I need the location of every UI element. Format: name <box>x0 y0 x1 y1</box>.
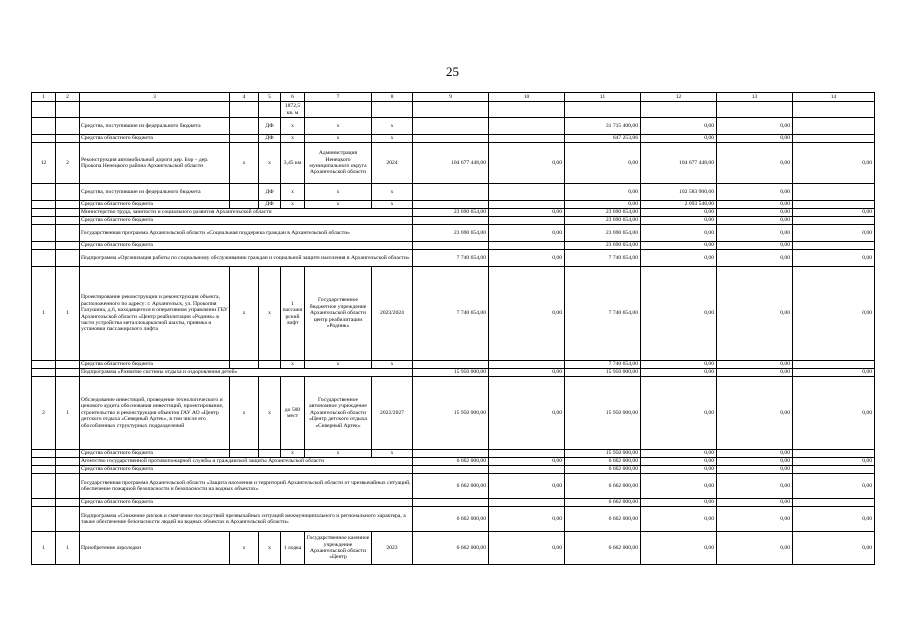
table-cell: 0,00 <box>641 532 717 565</box>
table-cell <box>32 474 56 499</box>
table-cell: Средства, поступившие из федерального бюджета <box>80 184 230 201</box>
table-cell: Государственное казенное учреждение Архангельской области «Центр <box>305 532 372 565</box>
table-cell: 0,00 <box>641 209 717 217</box>
table-cell <box>413 118 489 135</box>
table-cell: Реконструкция автомобильной дороги дер. Бор – дер. Прокопа Ненецкого района Архангельской области <box>80 143 230 184</box>
table-cell: 0,00 <box>641 499 717 507</box>
section-title-cell: Государственная программа Архангельской области «Социальная поддержка граждан в Архангельской области» <box>80 225 413 242</box>
table-cell <box>489 184 565 201</box>
section-title-cell: Средства областного бюджета <box>80 217 413 225</box>
table-cell: 6 662 000,00 <box>565 474 641 499</box>
table-cell: x <box>230 267 259 361</box>
table-cell: 0,00 <box>717 184 793 201</box>
table-cell <box>56 369 80 377</box>
table-cell: 1 лодка <box>281 532 305 565</box>
table-cell <box>230 135 259 143</box>
table-cell: 0,00 <box>641 225 717 242</box>
table-cell: 1 <box>32 267 56 361</box>
table-cell: 0,00 <box>489 267 565 361</box>
table-cell: 7 740 654,00 <box>565 361 641 369</box>
table-cell: до 500 мест <box>281 377 305 450</box>
table-cell <box>413 135 489 143</box>
table-cell: 1 пассажирский лифт <box>281 267 305 361</box>
table-cell <box>32 201 56 209</box>
table-cell: Обследование инвестиций, проведение технологического и ценового аудита обоснования инвестиций, проектирование, строительство и реконструкция объектов ГАУ АО «Центр детского отдыха «Северный Артек», в том числе его обособленных структурных подразделений <box>80 377 230 450</box>
table-cell: 2 <box>32 377 56 450</box>
table-cell: 6 662 000,00 <box>565 507 641 532</box>
table-cell: 102 583 900,00 <box>641 184 717 201</box>
table-cell: 0,00 <box>565 201 641 209</box>
section-title-cell: Подпрограмма «Снижение рисков и смягчение последствий чрезвычайных ситуаций межмуниципального и регионального характера, а также обеспечение безопасности людей на водных объектах в Архангельской области» <box>80 507 413 532</box>
table-cell: Приобретение аэролодки <box>80 532 230 565</box>
table-cell <box>489 361 565 369</box>
table-cell: 0,00 <box>641 369 717 377</box>
table-cell: 0,00 <box>793 225 875 242</box>
table-cell: 0,00 <box>489 377 565 450</box>
table-cell: 15 950 000,00 <box>565 369 641 377</box>
table-cell: 0,00 <box>793 532 875 565</box>
table-cell: 15 950 000,00 <box>565 450 641 458</box>
table-cell: x <box>281 184 305 201</box>
table-cell: 0,00 <box>641 507 717 532</box>
table-cell: 0,00 <box>641 242 717 250</box>
table-cell: 1872,5 кв. м <box>281 102 305 118</box>
table-cell: 23 690 654,00 <box>565 209 641 217</box>
table-cell: 0,00 <box>793 143 875 184</box>
table-cell <box>56 209 80 217</box>
table-cell: 0,00 <box>793 507 875 532</box>
table-cell: 0,00 <box>641 450 717 458</box>
table-cell: 6 662 000,00 <box>565 458 641 466</box>
table-cell: 23 690 654,00 <box>565 225 641 242</box>
table-cell: x <box>230 143 259 184</box>
table-cell: x <box>230 377 259 450</box>
table-cell: 2 093 548,00 <box>641 201 717 209</box>
column-number-9: 9 <box>413 93 489 102</box>
table-cell: 0,00 <box>717 267 793 361</box>
table-cell <box>793 201 875 209</box>
table-cell: 23 690 654,00 <box>413 209 489 217</box>
table-cell: 647 253,06 <box>565 135 641 143</box>
table-cell: x <box>305 450 372 458</box>
table-row <box>32 377 875 450</box>
table-cell: 0,00 <box>489 458 565 466</box>
header-row <box>32 93 875 102</box>
table-cell: 0,00 <box>641 474 717 499</box>
table-cell <box>230 184 259 201</box>
column-number-11: 11 <box>565 93 641 102</box>
table-cell: 0,00 <box>641 250 717 267</box>
column-number-4: 4 <box>230 93 259 102</box>
table-cell: 6 662 000,00 <box>413 458 489 466</box>
table-cell <box>56 507 80 532</box>
table-cell: 0,00 <box>793 250 875 267</box>
table-cell: x <box>305 118 372 135</box>
table-cell <box>32 225 56 242</box>
table-cell: 0,00 <box>717 250 793 267</box>
table-cell <box>413 242 489 250</box>
table-cell <box>717 102 793 118</box>
table-cell <box>230 118 259 135</box>
table-cell <box>259 102 281 118</box>
table-cell <box>56 201 80 209</box>
table-cell <box>230 102 259 118</box>
table-cell <box>230 450 259 458</box>
table-cell <box>489 217 565 225</box>
table-cell <box>56 458 80 466</box>
table-cell: 0,00 <box>565 184 641 201</box>
table-cell: x <box>259 377 281 450</box>
table-cell <box>32 361 56 369</box>
table-row <box>32 474 875 499</box>
table-cell: 0,00 <box>717 209 793 217</box>
table-cell <box>32 369 56 377</box>
table-row <box>32 143 875 184</box>
table-cell: Государственное автономное учреждение Архангельской области «Центр детского отдыха «Северный Артек» <box>305 377 372 450</box>
table-cell <box>32 466 56 474</box>
table-cell <box>230 361 259 369</box>
table-cell: 6 662 000,00 <box>413 474 489 499</box>
table-cell: Проектирование реконструкции и реконструкция объекта, расположенного по адресу: г. Архангельск, ул. Прокопия Галушина, д.6, находящегося в оперативном управлении ГБУ Архангельской области «Центр реабилитации «Родник» в части устройства металлокаркасной шахты, приямка и установки пассажирского лифта <box>80 267 230 361</box>
table-cell: Средства областного бюджета <box>80 135 230 143</box>
table-row <box>32 466 875 474</box>
table-row <box>32 450 875 458</box>
table-cell: x <box>305 184 372 201</box>
table-cell: Государственное бюджетное учреждение Архангельской области центр реабилитации «Родник» <box>305 267 372 361</box>
table-cell <box>56 450 80 458</box>
table-cell <box>413 217 489 225</box>
table-cell <box>413 102 489 118</box>
table-cell: 1 <box>56 377 80 450</box>
column-number-12: 12 <box>641 93 717 102</box>
table-cell <box>56 361 80 369</box>
table-cell <box>489 135 565 143</box>
table-row <box>32 369 875 377</box>
section-title-cell: Государственная программа Архангельской области «Защита населения и территорий Архангельской области от чрезвычайных ситуаций, обеспечение пожарной безопасности и безопасности на водных объектах» <box>80 474 413 499</box>
table-cell <box>56 242 80 250</box>
budget-table <box>31 92 875 565</box>
table-cell <box>32 217 56 225</box>
table-cell <box>489 499 565 507</box>
table-cell: 0,00 <box>717 507 793 532</box>
table-cell: 12 <box>32 143 56 184</box>
table-cell <box>32 458 56 466</box>
table-cell <box>32 184 56 201</box>
column-number-2: 2 <box>56 93 80 102</box>
column-number-5: 5 <box>259 93 281 102</box>
table-cell: 0,00 <box>717 201 793 209</box>
table-row <box>32 118 875 135</box>
table-cell: 0,00 <box>489 225 565 242</box>
table-cell: 0,00 <box>489 209 565 217</box>
table-cell <box>793 450 875 458</box>
table-cell: x <box>281 361 305 369</box>
table-cell: x <box>305 135 372 143</box>
table-cell <box>793 361 875 369</box>
table-cell: x <box>305 201 372 209</box>
table-row <box>32 225 875 242</box>
table-cell: 3,45 км <box>281 143 305 184</box>
table-cell: 0,00 <box>717 377 793 450</box>
table-cell: ДФ <box>259 118 281 135</box>
table-cell: x <box>281 135 305 143</box>
table-cell <box>56 225 80 242</box>
page-number: 25 <box>446 64 459 79</box>
table-cell <box>793 466 875 474</box>
table-cell: 2023/2024 <box>372 267 413 361</box>
table-cell: 0,00 <box>793 377 875 450</box>
section-title-cell: Средства областного бюджета <box>80 242 413 250</box>
table-cell: 6 662 000,00 <box>565 499 641 507</box>
table-cell: 0,00 <box>489 507 565 532</box>
table-cell: 2023 <box>372 532 413 565</box>
column-number-14: 14 <box>793 93 875 102</box>
table-cell: 0,00 <box>793 267 875 361</box>
table-row <box>32 184 875 201</box>
table-cell: 0,00 <box>489 532 565 565</box>
table-cell: 0,00 <box>489 474 565 499</box>
table-cell: 0,00 <box>717 458 793 466</box>
table-cell: 0,00 <box>641 377 717 450</box>
table-row <box>32 242 875 250</box>
table-cell <box>793 135 875 143</box>
table-cell <box>56 499 80 507</box>
table-cell <box>305 102 372 118</box>
table-cell: 0,00 <box>793 369 875 377</box>
table-cell: ДФ <box>259 201 281 209</box>
column-number-6: 6 <box>281 93 305 102</box>
table-cell: Средства областного бюджета <box>80 361 230 369</box>
table-cell: 0,00 <box>489 250 565 267</box>
column-number-13: 13 <box>717 93 793 102</box>
table-cell: Средства областного бюджета <box>80 201 230 209</box>
table-row <box>32 499 875 507</box>
table-cell <box>32 250 56 267</box>
table-cell <box>489 102 565 118</box>
table-cell <box>32 507 56 532</box>
table-row <box>32 507 875 532</box>
table-row <box>32 102 875 118</box>
section-title-cell: Средства областного бюджета <box>80 499 413 507</box>
section-title-cell: Подпрограмма «Развитие системы отдыха и оздоровления детей» <box>80 369 413 377</box>
table-cell: 6 662 000,00 <box>413 507 489 532</box>
table-cell: x <box>281 118 305 135</box>
table-cell <box>32 118 56 135</box>
table-cell: 0,00 <box>641 135 717 143</box>
table-cell: 15 950 000,00 <box>565 377 641 450</box>
table-row <box>32 217 875 225</box>
table-cell <box>793 217 875 225</box>
table-cell <box>793 242 875 250</box>
table-cell: x <box>305 361 372 369</box>
table-cell: x <box>259 532 281 565</box>
table-cell: 0,00 <box>717 242 793 250</box>
table-cell: 0,00 <box>489 143 565 184</box>
table-cell: x <box>372 201 413 209</box>
table-cell <box>372 102 413 118</box>
table-cell: 23 690 654,00 <box>413 225 489 242</box>
table-cell: x <box>259 267 281 361</box>
table-row <box>32 361 875 369</box>
table-cell: 0,00 <box>717 532 793 565</box>
table-cell: 1 <box>56 532 80 565</box>
table-cell: ДФ <box>259 135 281 143</box>
table-cell <box>259 361 281 369</box>
table-row <box>32 201 875 209</box>
table-cell: 0,00 <box>717 450 793 458</box>
table-cell: 6 662 000,00 <box>413 532 489 565</box>
table-cell <box>413 450 489 458</box>
table-cell <box>56 474 80 499</box>
table-cell: 0,00 <box>565 143 641 184</box>
table-cell: 0,00 <box>717 217 793 225</box>
table-cell <box>413 184 489 201</box>
table-cell: 0,00 <box>717 369 793 377</box>
table-cell: 2022/2027 <box>372 377 413 450</box>
table-cell: x <box>230 532 259 565</box>
table-cell <box>793 184 875 201</box>
table-cell <box>56 466 80 474</box>
table-cell: x <box>259 143 281 184</box>
table-cell <box>489 242 565 250</box>
table-cell: ДФ <box>259 184 281 201</box>
table-cell: 0,00 <box>793 209 875 217</box>
table-cell <box>56 184 80 201</box>
table-cell <box>793 102 875 118</box>
table-cell <box>56 217 80 225</box>
table-cell <box>32 242 56 250</box>
section-title-cell: Агентство государственной противопожарной службы и гражданской защиты Архангельской области <box>80 458 413 466</box>
table-cell: 0,00 <box>717 118 793 135</box>
table-cell: x <box>372 361 413 369</box>
table-cell: 7 740 654,00 <box>565 250 641 267</box>
table-cell: 0,00 <box>489 369 565 377</box>
table-cell <box>793 499 875 507</box>
table-cell <box>32 499 56 507</box>
table-cell <box>413 201 489 209</box>
table-cell <box>489 450 565 458</box>
column-number-10: 10 <box>489 93 565 102</box>
table-cell: x <box>281 201 305 209</box>
table-cell <box>56 135 80 143</box>
column-number-1: 1 <box>32 93 56 102</box>
table-cell: 2024 <box>372 143 413 184</box>
table-cell: 15 950 000,00 <box>413 369 489 377</box>
table-cell: 0,00 <box>717 466 793 474</box>
table-cell: 0,00 <box>641 217 717 225</box>
table-row <box>32 209 875 217</box>
table-cell <box>793 118 875 135</box>
table-cell <box>32 450 56 458</box>
table-cell <box>56 118 80 135</box>
table-cell: 23 690 654,00 <box>565 217 641 225</box>
table-cell: 0,00 <box>717 143 793 184</box>
column-number-8: 8 <box>372 93 413 102</box>
table-row <box>32 135 875 143</box>
table-cell <box>230 201 259 209</box>
table-cell: 0,00 <box>717 361 793 369</box>
table-cell <box>56 102 80 118</box>
table-cell: 31 715 400,00 <box>565 118 641 135</box>
table-cell: 23 690 654,00 <box>565 242 641 250</box>
table-cell <box>413 466 489 474</box>
table-row <box>32 458 875 466</box>
table-cell: 0,00 <box>641 118 717 135</box>
table-cell <box>413 361 489 369</box>
table-cell: 6 662 000,00 <box>565 532 641 565</box>
table-cell: x <box>372 184 413 201</box>
table-cell <box>489 201 565 209</box>
table-cell: 2 <box>56 143 80 184</box>
table-cell: 0,00 <box>717 499 793 507</box>
table-cell: 0,00 <box>641 458 717 466</box>
table-cell: 0,00 <box>641 361 717 369</box>
table-cell: Средства областного бюджета <box>80 450 230 458</box>
table-cell <box>489 466 565 474</box>
table-row <box>32 532 875 565</box>
column-number-7: 7 <box>305 93 372 102</box>
table-cell: 1 <box>56 267 80 361</box>
table-cell: 104 677 448,00 <box>413 143 489 184</box>
table-cell: x <box>372 118 413 135</box>
table-cell: x <box>372 135 413 143</box>
section-title-cell: Средства областного бюджета <box>80 466 413 474</box>
table-cell: 0,00 <box>641 267 717 361</box>
table-cell: 104 677 448,00 <box>641 143 717 184</box>
table-cell: Администрация Ненецкого муниципального округа Архангельской области <box>305 143 372 184</box>
table-cell <box>56 250 80 267</box>
section-title-cell: Министерство труда, занятости и социального развития Архангельской области <box>80 209 413 217</box>
table-cell: 15 950 000,00 <box>413 377 489 450</box>
section-title-cell: Подпрограмма «Организация работы по социальному обслуживанию граждан и социальной защите населения в Архангельской области» <box>80 250 413 267</box>
table-row <box>32 267 875 361</box>
table-cell <box>32 209 56 217</box>
table-cell: 6 662 000,00 <box>565 466 641 474</box>
table-row <box>32 250 875 267</box>
column-number-3: 3 <box>80 93 230 102</box>
table-cell: x <box>281 450 305 458</box>
table-cell: 0,00 <box>717 135 793 143</box>
table-cell <box>489 118 565 135</box>
table-cell: x <box>372 450 413 458</box>
table-cell <box>641 102 717 118</box>
table-cell <box>413 499 489 507</box>
table-cell <box>32 102 56 118</box>
table-cell: 0,00 <box>717 225 793 242</box>
table-cell <box>80 102 230 118</box>
table-cell <box>32 135 56 143</box>
table-cell: Средства, поступившие из федерального бюджета <box>80 118 230 135</box>
table-cell: 1 <box>32 532 56 565</box>
table-cell: 7 740 654,00 <box>413 267 489 361</box>
table-cell: 0,00 <box>793 474 875 499</box>
table-cell: 7 740 654,00 <box>565 267 641 361</box>
table-cell <box>259 450 281 458</box>
table-cell: 0,00 <box>641 466 717 474</box>
table-cell: 0,00 <box>793 458 875 466</box>
table-cell: 7 740 654,00 <box>413 250 489 267</box>
table-cell: 0,00 <box>717 474 793 499</box>
table-cell <box>565 102 641 118</box>
